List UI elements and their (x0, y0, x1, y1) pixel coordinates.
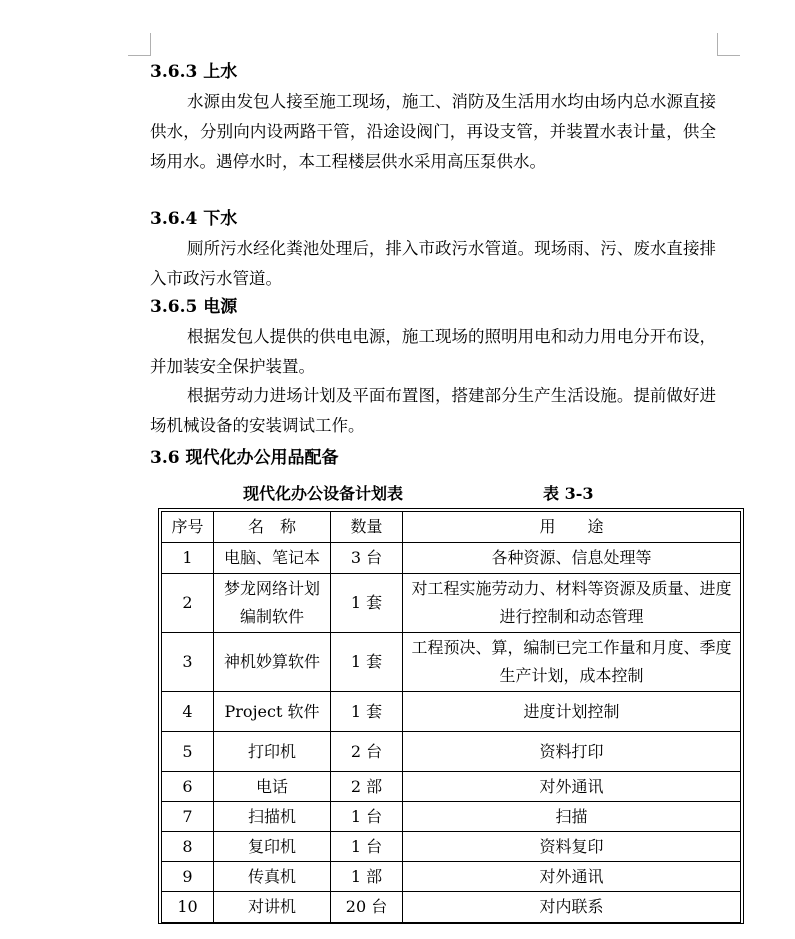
cell-purpose: 对外通讯 (403, 772, 741, 802)
table-row (162, 543, 741, 574)
cell-index: 4 (162, 692, 214, 732)
equipment-table (161, 511, 741, 923)
header-name: 名 称 (214, 512, 331, 543)
cell-quantity: 20 台 (331, 892, 403, 923)
table-row (162, 862, 741, 892)
cell-quantity: 1 部 (331, 862, 403, 892)
cell-quantity: 2 台 (331, 732, 403, 772)
header-quantity: 数量 (331, 512, 403, 543)
section-heading-3-6-3: 3.6.3 上水 (150, 62, 238, 82)
cell-purpose: 工程预决、算，编制已完工作量和月度、季度生产计划，成本控制 (403, 633, 741, 692)
cell-quantity: 1 套 (331, 633, 403, 692)
cell-name: 复印机 (214, 832, 331, 862)
cell-quantity: 1 台 (331, 832, 403, 862)
cell-name: 传真机 (214, 862, 331, 892)
section-heading-3-6: 3.6 现代化办公用品配备 (150, 448, 339, 468)
cell-purpose: 资料复印 (403, 832, 741, 862)
header-index: 序号 (162, 512, 214, 543)
section-paragraph-3-6-4: 厕所污水经化粪池处理后，排入市政污水管道。现场雨、污、废水直接排入市政污水管道。 (150, 239, 716, 288)
table-row (162, 732, 741, 772)
section-paragraph-3-6-3: 水源由发包人接至施工现场，施工、消防及生活用水均由场内总水源直接供水，分别向内设两路干管，沿途设阀门，再设支管，并装置水表计量，供全场用水。遇停水时，本工程楼层供水采用高压泵供水。 (150, 92, 716, 171)
cell-purpose: 对内联系 (403, 892, 741, 923)
cell-index: 2 (162, 574, 214, 633)
header-purpose: 用 途 (403, 512, 741, 543)
cell-quantity: 3 台 (331, 543, 403, 574)
cell-purpose: 进度计划控制 (403, 692, 741, 732)
section-heading-3-6-4: 3.6.4 下水 (150, 209, 238, 229)
table-row (162, 802, 741, 832)
table-row (162, 832, 741, 862)
cell-index: 3 (162, 633, 214, 692)
table-row (162, 574, 741, 633)
cell-index: 5 (162, 732, 214, 772)
page-corner-mark-right (717, 33, 740, 56)
cell-index: 1 (162, 543, 214, 574)
cell-name: 电话 (214, 772, 331, 802)
cell-purpose: 各种资源、信息处理等 (403, 543, 741, 574)
cell-purpose: 扫描 (403, 802, 741, 832)
cell-index: 6 (162, 772, 214, 802)
section-heading-3-6-5: 3.6.5 电源 (150, 297, 238, 317)
table-header-row (162, 512, 741, 543)
cell-name: 电脑、笔记本 (214, 543, 331, 574)
section-paragraph-3-6-5-power: 根据发包人提供的供电电源，施工现场的照明用电和动力用电分开布设，并加装安全保护装置。 (150, 327, 716, 376)
table-row (162, 692, 741, 732)
cell-name: 神机妙算软件 (214, 633, 331, 692)
cell-quantity: 2 部 (331, 772, 403, 802)
cell-quantity: 1 套 (331, 574, 403, 633)
cell-name: 梦龙网络计划编制软件 (214, 574, 331, 633)
cell-name: 扫描机 (214, 802, 331, 832)
cell-index: 7 (162, 802, 214, 832)
cell-index: 9 (162, 862, 214, 892)
cell-index: 8 (162, 832, 214, 862)
cell-name: 打印机 (214, 732, 331, 772)
cell-purpose: 资料打印 (403, 732, 741, 772)
section-paragraph-3-6-5-facilities: 根据劳动力进场计划及平面布置图，搭建部分生产生活设施。提前做好进场机械设备的安装调试工作。 (150, 386, 716, 435)
cell-name: 对讲机 (214, 892, 331, 923)
cell-quantity: 1 台 (331, 802, 403, 832)
cell-purpose: 对外通讯 (403, 862, 741, 892)
cell-index: 10 (162, 892, 214, 923)
equipment-table-frame (158, 508, 744, 924)
table-title: 现代化办公设备计划表 (243, 484, 404, 503)
cell-purpose: 对工程实施劳动力、材料等资源及质量、进度进行控制和动态管理 (403, 574, 741, 633)
table-number: 表 3-3 (543, 484, 594, 503)
table-row (162, 892, 741, 923)
table-row (162, 772, 741, 802)
cell-name: Project 软件 (214, 692, 331, 732)
cell-quantity: 1 套 (331, 692, 403, 732)
page-corner-mark-left (128, 33, 151, 56)
table-row (162, 633, 741, 692)
